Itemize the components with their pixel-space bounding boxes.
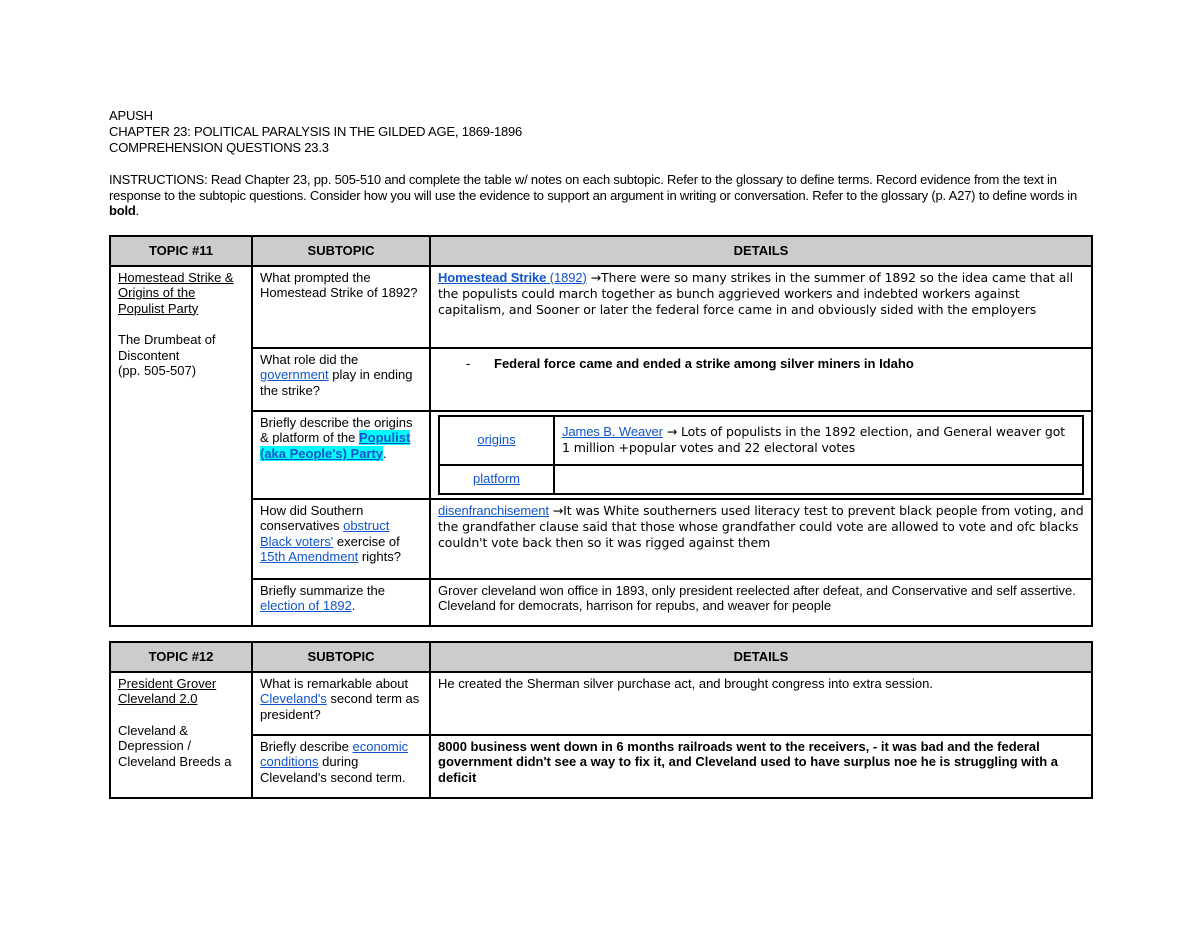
populist-party-link[interactable]: Populist (aka People's) Party — [260, 430, 411, 461]
table-row — [110, 499, 1092, 579]
subtopic-header: SUBTOPIC — [252, 642, 430, 672]
platform-details[interactable] — [554, 465, 1083, 494]
topic-cell — [110, 672, 252, 798]
subtopic-header: SUBTOPIC — [252, 236, 430, 266]
table-header-row — [110, 642, 1092, 672]
instructions — [109, 172, 1091, 219]
homestead-year-link[interactable]: (1892) — [546, 269, 587, 285]
question-text: How did Southern conservatives — [260, 502, 364, 533]
details-cell[interactable]: 8000 business went down in 6 months railroads went to the receivers, - it was bad and the federal government didn't see a way to fix it, and Cleveland used to have surplus noe he is struggling with a deficit — [430, 735, 1092, 798]
clevelands-link[interactable]: Cleveland's — [260, 691, 327, 706]
question-text: . — [383, 445, 387, 461]
details-cell[interactable]: He created the Sherman silver purchase act, and brought congress into extra session. — [430, 672, 1092, 735]
subtopic-question[interactable] — [252, 672, 430, 735]
chapter-title: CHAPTER 23: POLITICAL PARALYSIS IN THE GILDED AGE, 1869-1896 — [109, 124, 523, 139]
topic-cell — [110, 266, 252, 626]
question-text: second term as president? — [260, 691, 420, 722]
topic-pages: (pp. 505-507) — [118, 363, 197, 378]
table-row — [110, 266, 1092, 348]
subtopic-question[interactable] — [252, 735, 430, 798]
question-text: play in ending the strike? — [260, 367, 413, 398]
course-title: APUSH — [109, 108, 153, 123]
worksheet-page — [109, 108, 1091, 799]
table-row — [110, 348, 1092, 411]
details-answer: →It was White southerners used literacy test to prevent black people from voting, and the grandfather clause said that those whose grandfather could vote are allowed to vote and ofc blacks couldn't vote back then so it was rigged against them — [438, 502, 1084, 550]
topic-subtitle: The Drumbeat of Discontent — [118, 332, 216, 363]
details-cell[interactable] — [430, 348, 1092, 411]
topic-title: Homestead Strike & Origins of the Populist Party — [118, 269, 234, 316]
subtopic-question[interactable] — [252, 579, 430, 626]
question-text: exercise of — [333, 533, 400, 549]
subtopic-question[interactable] — [252, 499, 430, 579]
question-text: What role did the — [260, 351, 359, 367]
table-header-row — [110, 236, 1092, 266]
topic-subtitle: Cleveland & Depression / Cleveland Breeds a — [118, 722, 232, 769]
question-text: . — [351, 598, 356, 613]
instructions-bold-word: bold — [109, 203, 136, 218]
question-text: What is remarkable about — [260, 675, 409, 691]
platform-label-cell — [439, 465, 554, 494]
table-row — [110, 579, 1092, 626]
james-weaver-link[interactable]: James B. Weaver — [562, 423, 663, 439]
details-cell[interactable]: Grover cleveland won office in 1893, only president reelected after defeat, and Conservative and self assertive. Cleveland for democrats, harrison for repubs, and weaver for people — [430, 579, 1092, 626]
topic-12-table — [109, 641, 1093, 799]
origins-label-cell — [439, 416, 554, 465]
instructions-end: . — [135, 203, 140, 218]
table-row — [110, 672, 1092, 735]
fifteenth-amendment-link[interactable]: 15th Amendment — [260, 549, 359, 564]
details-cell[interactable] — [430, 266, 1092, 348]
platform-link[interactable]: platform — [473, 471, 520, 487]
details-cell — [430, 411, 1092, 499]
origins-platform-table — [438, 415, 1084, 495]
details-header: DETAILS — [430, 642, 1092, 672]
disenfranchisement-link[interactable]: disenfranchisement — [438, 502, 549, 518]
obstruct-voters-link[interactable]: obstruct Black voters' — [260, 518, 390, 549]
origins-details[interactable] — [554, 416, 1083, 465]
subtopic-question[interactable] — [252, 348, 430, 411]
topic-header: TOPIC #12 — [110, 642, 252, 672]
details-answer: Federal force came and ended a strike among silver miners in Idaho — [494, 355, 914, 371]
details-header: DETAILS — [430, 236, 1092, 266]
homestead-strike-link[interactable]: Homestead Strike — [438, 269, 547, 285]
instructions-text: INSTRUCTIONS: Read Chapter 23, pp. 505-510 and complete the table w/ notes on each subtopic. Refer to the glossary to define terms. Record evidence from the text in response to the subtopic questions. Consider how you will use the evidence to support an argument in writing or conversation. Refer to the glossary (p. A27) to define words in — [109, 172, 1078, 203]
topic-header: TOPIC #11 — [110, 236, 252, 266]
table-row — [110, 735, 1092, 798]
question-text: Briefly describe the origins & platform of the — [260, 414, 413, 445]
worksheet-header — [109, 108, 1091, 156]
details-cell[interactable] — [430, 499, 1092, 579]
election-1892-link[interactable]: election of 1892 — [260, 598, 352, 613]
government-link[interactable]: government — [260, 367, 329, 382]
question-text: Briefly describe — [260, 738, 353, 754]
details-answer: →There were so many strikes in the summer of 1892 so the idea came that all the populists could march together as bunch aggrieved workers and indebted workers against capitalism, and Sooner or later the federal force came in and obviously sided with the employers — [438, 269, 1074, 317]
question-text: during Cleveland's second term. — [260, 754, 406, 785]
table-row — [110, 411, 1092, 499]
topic-11-table — [109, 235, 1093, 627]
origins-link[interactable]: origins — [477, 432, 516, 448]
topic-title: President Grover Cleveland 2.0 — [118, 675, 217, 706]
question-text: rights? — [358, 549, 401, 564]
economic-conditions-link[interactable]: economic conditions — [260, 738, 409, 769]
subtopic-question[interactable]: What prompted the Homestead Strike of 1892? — [252, 266, 430, 348]
bullet-marker: - — [466, 355, 471, 371]
origins-answer: → Lots of populists in the 1892 election, and General weaver got 1 million +popular votes and 22 electoral votes — [562, 423, 1066, 455]
subtopic-question[interactable] — [252, 411, 430, 499]
question-text: Briefly summarize the — [260, 582, 385, 598]
section-title: COMPREHENSION QUESTIONS 23.3 — [109, 140, 329, 155]
